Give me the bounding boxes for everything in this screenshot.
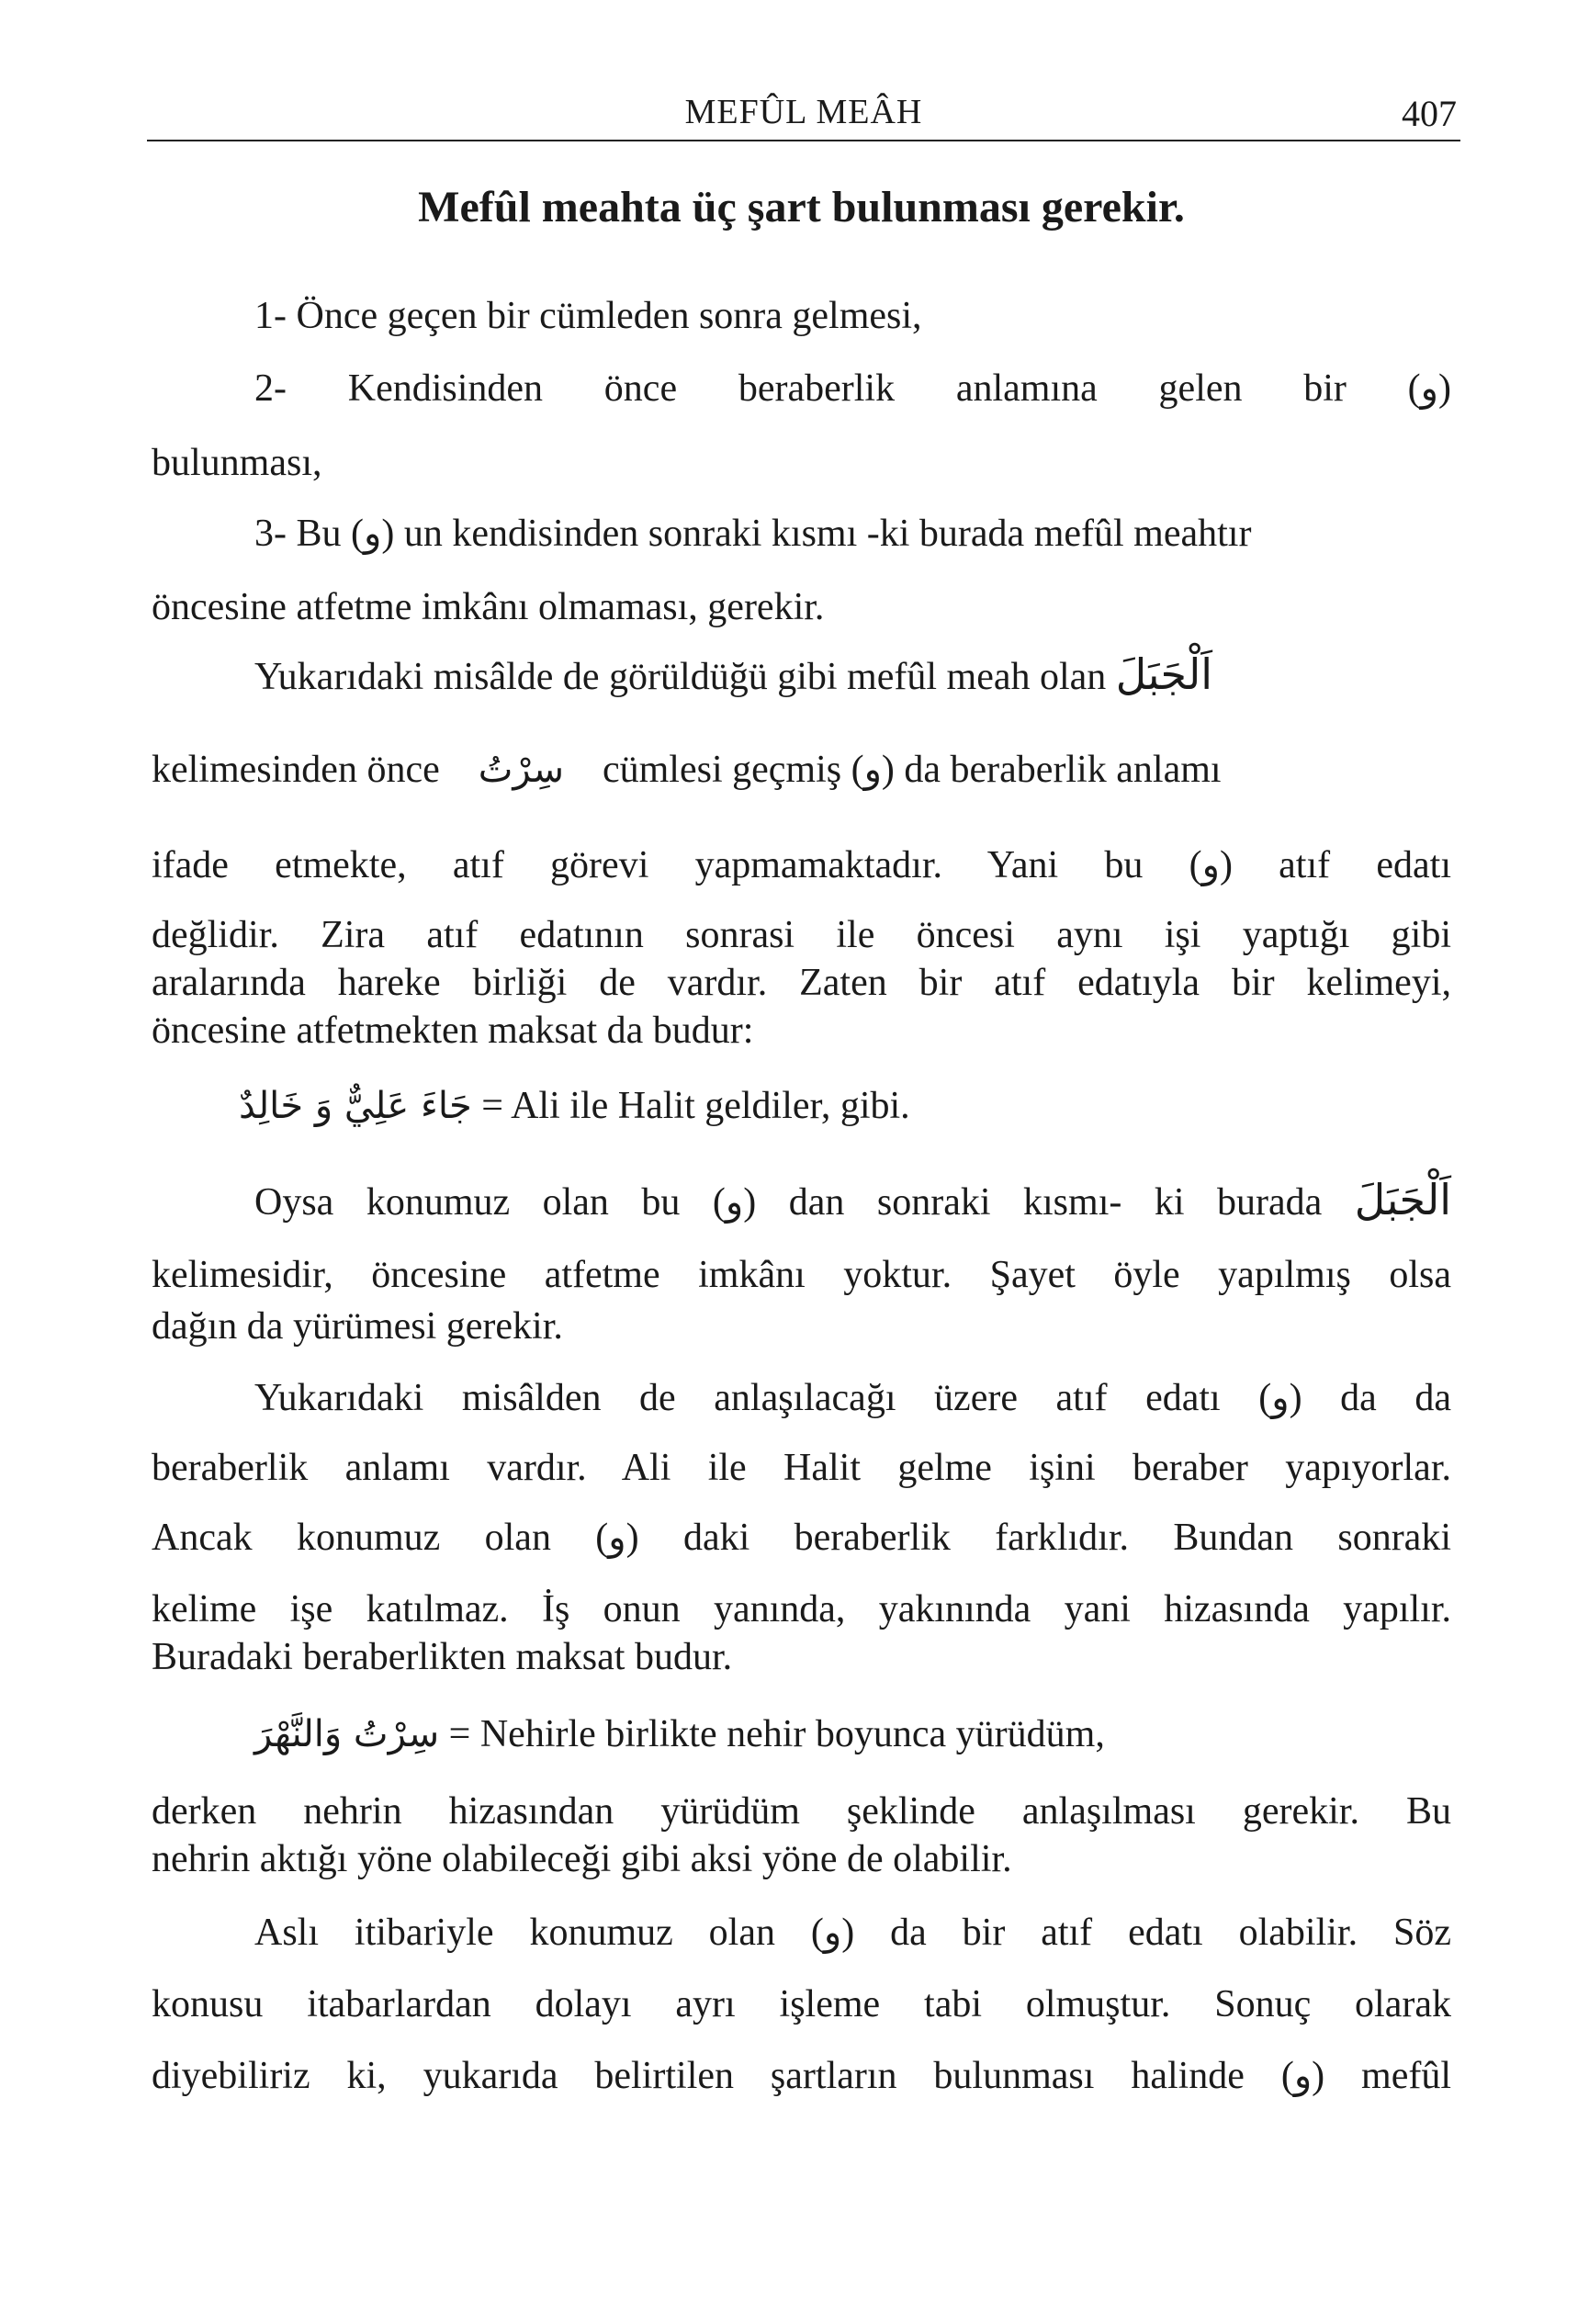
paragraph-line: bulunması,	[152, 442, 322, 484]
paragraph-line	[152, 1176, 1451, 1226]
paragraph-line	[152, 1374, 1451, 1422]
text-span: ifade etmekte, atıf görevi yapmamaktadır. Yani bu (	[152, 844, 1202, 886]
text-span: diyebiliriz ki, yukarıda belirtilen şartların bulunması halinde (	[152, 2055, 1294, 2097]
text-span: Yukarıdaki misâlden de anlaşılacağı üzere atıf edatı (	[254, 1377, 1272, 1419]
page-number: 407	[1402, 93, 1457, 134]
text-span: Ancak konumuz olan (	[152, 1517, 609, 1559]
paragraph-line: beraberlik anlamı vardır. Ali ile Halit gelme işini beraber yapıyorlar.	[152, 1447, 1451, 1489]
text-span: ) atıf edatı	[1219, 844, 1451, 886]
paragraph-line: Buradaki beraberlikten maksat budur.	[152, 1636, 733, 1678]
text-span: = Nehirle birlikte nehir boyunca yürüdüm,	[448, 1713, 1105, 1755]
arabic-waw: و	[1293, 2055, 1313, 2097]
arabic-waw: و	[725, 1181, 744, 1224]
example-line	[152, 1082, 1451, 1130]
arabic-waw: و	[863, 749, 882, 791]
arabic-example: سِرْتُ وَالنَّهْرَ	[254, 1713, 440, 1755]
paragraph-line	[152, 1909, 1451, 1957]
example-line	[152, 1710, 1451, 1758]
arabic-waw: و	[1420, 367, 1438, 410]
arabic-waw: و	[364, 513, 382, 555]
paragraph-line: kelimesidir, öncesine atfetme imkânı yoktur. Şayet öyle yapılmış olsa	[152, 1254, 1451, 1296]
paragraph-line	[152, 510, 1451, 558]
text-span: = Ali ile Halit geldiler, gibi.	[481, 1085, 910, 1127]
paragraph-line	[152, 841, 1451, 889]
paragraph-line: derken nehrin hizasından yürüdüm şeklinde anlaşılması gerekir. Bu	[152, 1790, 1451, 1833]
running-title: MEFÛL MEÂH	[684, 93, 923, 131]
paragraph-line: öncesine atfetme imkânı olmaması, gerekir.	[152, 586, 825, 628]
running-header	[147, 85, 1460, 141]
paragraph-line	[152, 1514, 1451, 1562]
arabic-word: اَلْجَبَلَ	[1115, 649, 1212, 699]
paragraph-line: konusu itabarlardan dolayı ayrı işleme tabi olmuştur. Sonuç olarak	[152, 1983, 1451, 2025]
paragraph-line: 2- Kendisinden önce beraberlik anlamına gelen bir (و)	[152, 365, 1451, 412]
text-span: ) un kendisinden sonraki kısmı -ki burada mefûl meahtır	[381, 513, 1252, 555]
text-span: ) mefûl	[1312, 2055, 1452, 2097]
paragraph-line: 1- Önce geçen bir cümleden sonra gelmesi,	[254, 295, 922, 337]
paragraph-line	[152, 650, 1451, 701]
text-span: ) da da	[1289, 1377, 1451, 1419]
paragraph-line: öncesine atfetmekten maksat da budur:	[152, 1010, 754, 1052]
paragraph-line: aralarında hareke birliği de vardır. Zaten bir atıf edatıyla bir kelimeyi,	[152, 962, 1451, 1004]
text-span: kelimesinden önce	[152, 749, 440, 791]
arabic-example: جَاءَ عَلِيٌّ وَ خَالِدٌ	[239, 1085, 472, 1127]
text-span: ) da beraberlik anlamı	[881, 749, 1222, 791]
paragraph-line: dağın da yürümesi gerekir.	[152, 1305, 563, 1348]
paragraph-line	[152, 2052, 1451, 2100]
paragraph-line: kelime işe katılmaz. İş onun yanında, yakınında yani hizasında yapılır.	[152, 1588, 1451, 1630]
text-span: cümlesi geçmiş (	[602, 749, 864, 791]
paragraph-line: değlidir. Zira atıf edatının sonrasi ile öncesi aynı işi yaptığı gibi	[152, 914, 1451, 956]
text-span: Aslı itibariyle konumuz olan (	[254, 1912, 824, 1954]
arabic-waw: و	[823, 1912, 842, 1954]
section-heading: Mefûl meahta üç şart bulunması gerekir.	[418, 183, 1185, 231]
text-span: 3- Bu (	[254, 513, 364, 555]
paragraph-line	[152, 746, 1451, 794]
paragraph-line: nehrin aktığı yöne olabileceği gibi aksi yöne de olabilir.	[152, 1838, 1012, 1880]
text-span: ) dan sonraki kısmı- ki burada	[743, 1181, 1323, 1224]
text-span: Yukarıdaki misâlde de görüldüğü gibi mefûl meah olan	[254, 656, 1107, 698]
arabic-waw: و	[608, 1517, 626, 1559]
arabic-word: اَلْجَبَلَ	[1354, 1175, 1451, 1224]
text-span: ) daki beraberlik farklıdır. Bundan sonraki	[625, 1517, 1451, 1559]
text-span: 2- Kendisinden önce beraberlik anlamına gelen bir (	[254, 367, 1421, 410]
arabic-waw: و	[1201, 844, 1220, 886]
text-span: ) da bir atıf edatı olabilir. Söz	[841, 1912, 1451, 1954]
arabic-word: سِرْتُ	[478, 749, 564, 791]
text-span: Oysa konumuz olan bu (	[254, 1181, 726, 1224]
arabic-waw: و	[1271, 1377, 1290, 1419]
